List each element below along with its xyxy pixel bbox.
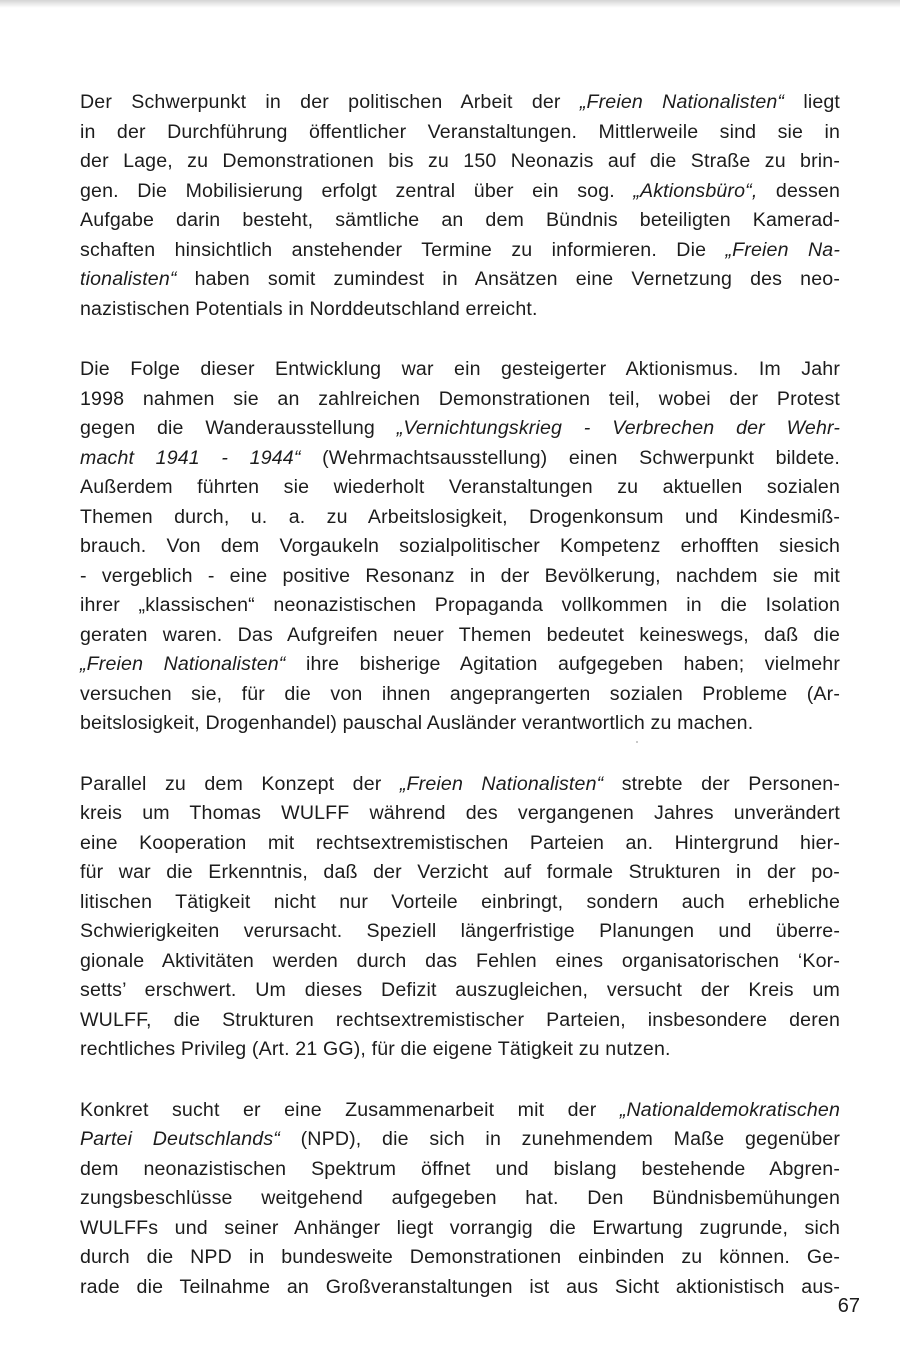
- text-line: [80, 355, 840, 385]
- italic-segment: „Freien Nationalisten“: [80, 653, 286, 675]
- text-segment: gionale Aktivitäten werden durch das Fehlen eines organisatorischen ‘Kor-: [80, 949, 840, 972]
- text-line: [80, 947, 840, 977]
- text-line: [80, 532, 840, 562]
- text-segment: versuchen sie, für die von ihnen angeprangerten sozialen Probleme (Ar-: [80, 682, 840, 705]
- paragraph-1: [80, 88, 840, 324]
- text-segment: Themen durch, u. a. zu Arbeitslosigkeit, Drogenkonsum und Kindesmiß-: [80, 505, 840, 528]
- text-line: [80, 1273, 840, 1303]
- text-segment: WULFF, die Strukturen rechtsextremistischer Parteien, insbesondere deren: [80, 1008, 840, 1031]
- italic-segment: Partei Deutschlands“: [80, 1128, 280, 1150]
- text-line: [80, 206, 840, 236]
- italic-segment: „Freien Nationalisten“: [579, 91, 785, 113]
- italic-segment: „Nationaldemokratischen: [619, 1098, 840, 1121]
- italic-segment: macht 1941 - 1944“: [80, 446, 301, 469]
- text-segment: Die Folge dieser Entwicklung war ein gesteigerter Aktionismus. Im Jahr: [80, 358, 840, 380]
- text-segment: (Wehrmachtsausstellung) einen Schwerpunkt bildete.: [300, 446, 840, 469]
- text-line: [80, 473, 840, 503]
- text-line: [80, 1155, 840, 1185]
- text-line: [80, 680, 840, 710]
- text-line: [80, 650, 840, 680]
- text-line: [80, 1096, 840, 1126]
- text-segment: eine Kooperation mit rechtsextremistischen Parteien an. Hintergrund hier-: [80, 831, 840, 854]
- text-segment: nazistischen Potentials in Norddeutschland erreicht.: [80, 297, 538, 320]
- text-line: [80, 888, 840, 918]
- text-segment: für war die Erkenntnis, daß der Verzicht auf formale Strukturen in der po-: [80, 861, 840, 883]
- text-line: [80, 591, 840, 621]
- text-line: [80, 1214, 840, 1244]
- text-line: [80, 88, 840, 118]
- text-segment: rechtliches Privileg (Art. 21 GG), für die eigene Tätigkeit zu nutzen.: [80, 1038, 671, 1060]
- text-segment: haben somit zumindest in Ansätzen eine Vernetzung des neo-: [176, 268, 840, 290]
- text-segment: Der Schwerpunkt in der politischen Arbeit der: [80, 91, 580, 113]
- text-line: [80, 858, 840, 888]
- text-segment: durch die NPD in bundesweite Demonstrationen einbinden zu können. Ge-: [80, 1246, 840, 1268]
- text-segment: zungsbeschlüsse weitgehend aufgegeben hat. Den Bündnisbemühungen: [80, 1187, 840, 1209]
- text-segment: brauch. Von dem Vorgaukeln sozialpolitischer Kompetenz erhofften siesich: [80, 535, 840, 557]
- text-segment: kreis um Thomas WULFF während des vergangenen Jahres unverändert: [80, 802, 840, 824]
- italic-segment: „Freien Na-: [725, 238, 840, 261]
- scan-speck: [636, 741, 638, 743]
- text-segment: 1998 nahmen sie an zahlreichen Demonstrationen teil, wobei der Protest: [80, 387, 840, 410]
- text-line: [80, 147, 840, 177]
- text-line: [80, 829, 840, 859]
- text-line: [80, 236, 840, 266]
- text-segment: in der Durchführung öffentlicher Veranstaltungen. Mittlerweile sind sie in: [80, 120, 840, 143]
- text-segment: gegen die Wanderausstellung: [80, 417, 397, 439]
- text-segment: litischen Tätigkeit nicht nur Vorteile einbringt, sondern auch erhebliche: [80, 890, 840, 913]
- text-line: [80, 503, 840, 533]
- text-line: [80, 118, 840, 148]
- text-segment: ihre bisherige Agitation aufgegeben haben; vielmehr: [285, 653, 840, 675]
- paragraph-3: [80, 770, 840, 1065]
- text-segment: dem neonazistischen Spektrum öffnet und bislang bestehende Abgren-: [80, 1157, 840, 1180]
- text-segment: gen. Die Mobilisierung erfolgt zentral über ein sog.: [80, 179, 634, 202]
- text-line: [80, 177, 840, 207]
- italic-segment: tionalisten“: [80, 268, 177, 290]
- text-line: [80, 1184, 840, 1214]
- text-line: [80, 265, 840, 295]
- text-line: [80, 414, 840, 444]
- text-segment: WULFFs und seiner Anhänger liegt vorrangig die Erwartung zugrunde, sich: [80, 1216, 840, 1239]
- text-line: [80, 1006, 840, 1036]
- text-line: [80, 385, 840, 415]
- paragraph-4: [80, 1096, 840, 1303]
- text-line: [80, 1035, 840, 1065]
- text-segment: Parallel zu dem Konzept der: [80, 772, 400, 795]
- text-line: [80, 621, 840, 651]
- text-line: [80, 917, 840, 947]
- text-line: [80, 562, 840, 592]
- text-segment: (NPD), die sich in zunehmendem Maße gegenüber: [279, 1128, 840, 1150]
- document-page: [80, 88, 840, 1333]
- page-number: 67: [837, 1295, 860, 1317]
- text-segment: rade die Teilnahme an Großveranstaltungen ist aus Sicht aktionistisch aus-: [80, 1275, 840, 1298]
- text-line: [80, 709, 840, 739]
- text-segment: strebte der Personen-: [603, 772, 841, 795]
- text-segment: Außerdem führten sie wiederholt Veranstaltungen zu aktuellen sozialen: [80, 476, 840, 498]
- text-segment: beitslosigkeit, Drogenhandel) pauschal Ausländer verantwortlich zu machen.: [80, 712, 754, 734]
- text-segment: Aufgabe darin besteht, sämtliche an dem Bündnis beteiligten Kamerad-: [80, 209, 840, 231]
- text-segment: dessen: [757, 179, 840, 202]
- text-line: [80, 1243, 840, 1273]
- text-line: [80, 799, 840, 829]
- text-segment: ihrer „klassischen“ neonazistischen Propaganda vollkommen in die Isolation: [80, 594, 840, 616]
- paragraph-2: [80, 355, 840, 739]
- text-line: [80, 444, 840, 474]
- scan-top-edge: [0, 0, 900, 8]
- text-line: [80, 1125, 840, 1155]
- italic-segment: „Vernichtungskrieg - Verbrechen der Wehr-: [396, 417, 841, 439]
- text-segment: - vergeblich - eine positive Resonanz in der Bevölkerung, nachdem sie mit: [80, 564, 840, 587]
- text-segment: schaften hinsichtlich anstehender Termine zu informieren. Die: [80, 238, 726, 261]
- text-line: [80, 770, 840, 800]
- italic-segment: „Aktionsbüro“,: [633, 179, 758, 202]
- text-segment: geraten waren. Das Aufgreifen neuer Themen bedeutet keineswegs, daß die: [80, 623, 840, 646]
- text-segment: der Lage, zu Demonstrationen bis zu 150 Neonazis auf die Straße zu brin-: [80, 150, 840, 172]
- text-segment: Konkret sucht er eine Zusammenarbeit mit der: [80, 1098, 620, 1121]
- text-segment: liegt: [784, 91, 841, 113]
- text-segment: Schwierigkeiten verursacht. Speziell längerfristige Planungen und überre-: [80, 920, 840, 942]
- text-line: [80, 976, 840, 1006]
- text-line: [80, 295, 840, 325]
- italic-segment: „Freien Nationalisten“: [399, 772, 604, 795]
- text-segment: setts’ erschwert. Um dieses Defizit auszugleichen, versucht der Kreis um: [80, 979, 840, 1001]
